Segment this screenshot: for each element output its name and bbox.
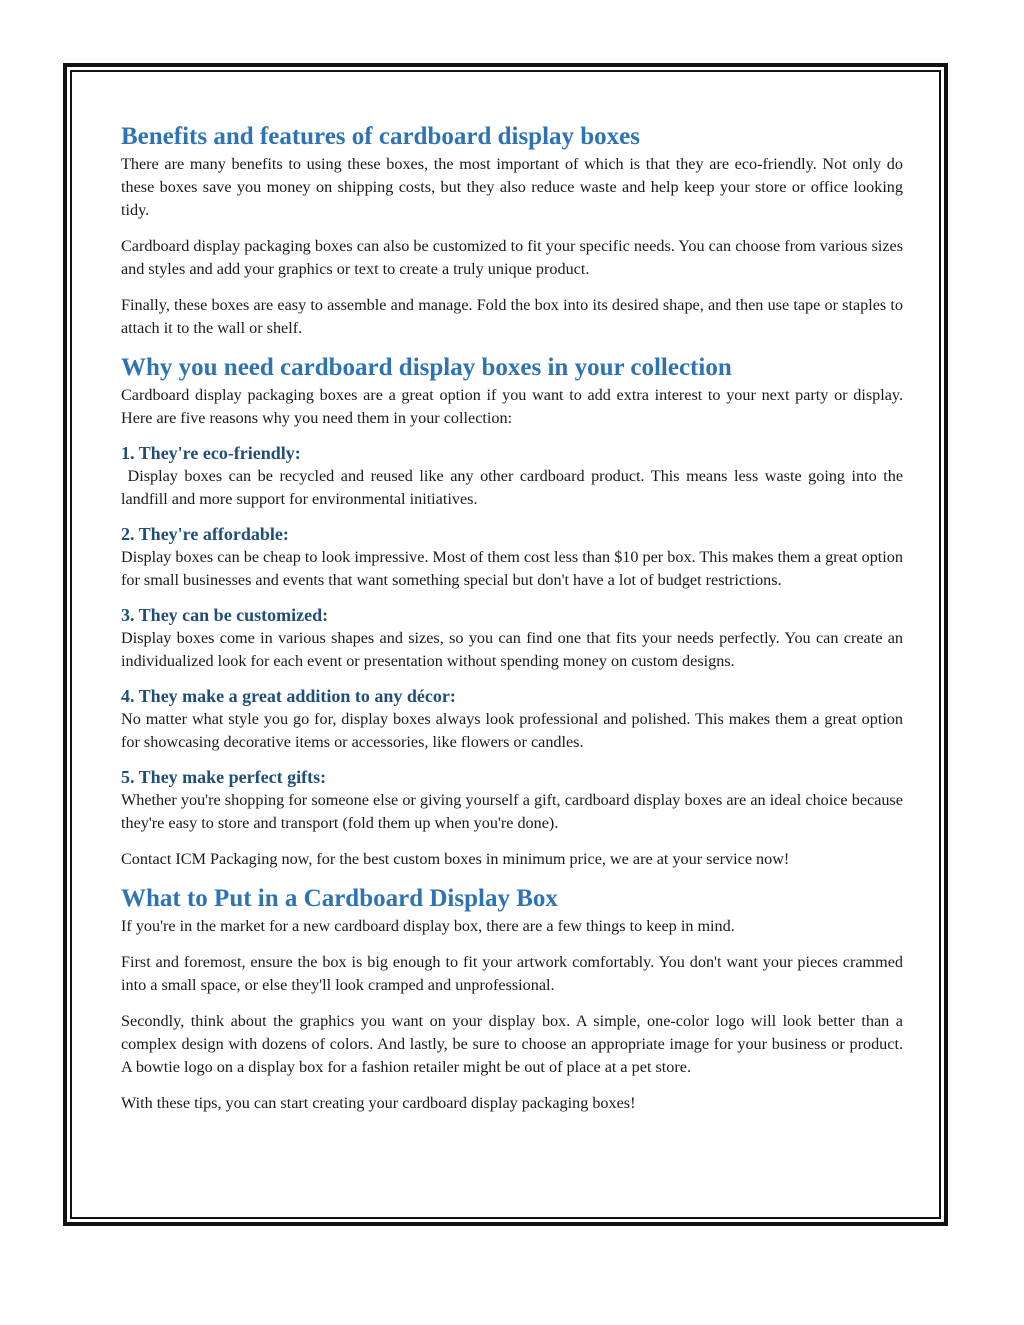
reason-text: Display boxes can be cheap to look impressive. Most of them cost less than $10 per box. This makes them a great option for small businesses and events that want something special but don't have a lot of budget restrictions. [121,548,903,589]
paragraph: Finally, these boxes are easy to assemble and manage. Fold the box into its desired shape, and then use tape or staples to attach it to the wall or shelf. [121,296,903,337]
paragraph: Secondly, think about the graphics you want on your display box. A simple, one-color logo will look better than a complex design with dozens of colors. And lastly, be sure to choose an appropriate image for your business or product. A bowtie logo on a display box for a fashion retailer might be out of place at a pet store. [121,1012,903,1076]
reason-heading: 4. They make a great addition to any décor: [121,686,456,706]
reason-text: No matter what style you go for, display boxes always look professional and polished. This makes them a great option for showcasing decorative items or accessories, like flowers or candles. [121,710,903,751]
reason-heading: 3. They can be customized: [121,605,329,625]
reason-text: Display boxes come in various shapes and sizes, so you can find one that fits your needs perfectly. You can create an individualized look for each event or presentation without spending money on custom designs. [121,629,903,670]
reason-heading: 2. They're affordable: [121,524,289,544]
document-body [121,121,908,1115]
section-heading-benefits: Benefits and features of cardboard display boxes [121,123,641,150]
paragraph: Cardboard display packaging boxes can also be customized to fit your specific needs. You can choose from various sizes and styles and add your graphics or text to create a truly unique product. [121,237,903,278]
paragraph: There are many benefits to using these boxes, the most important of which is that they are eco-friendly. Not only do these boxes save you money on shipping costs, but they also reduce waste and help keep your store or office looking tidy. [121,155,903,219]
contact-paragraph: Contact ICM Packaging now, for the best custom boxes in minimum price, we are at your service now! [121,850,790,868]
reason-heading: 1. They're eco-friendly: [121,443,301,463]
paragraph: Cardboard display packaging boxes are a great option if you want to add extra interest to your next party or display. Here are five reasons why you need them in your collection: [121,386,903,427]
section-heading-what-to-put: What to Put in a Cardboard Display Box [121,885,558,912]
paragraph: If you're in the market for a new cardboard display box, there are a few things to keep in mind. [121,917,735,935]
paragraph: With these tips, you can start creating your cardboard display packaging boxes! [121,1094,636,1112]
paragraph: First and foremost, ensure the box is big enough to fit your artwork comfortably. You don't want your pieces crammed into a small space, or else they'll look cramped and unprofessional. [121,953,903,994]
reason-heading: 5. They make perfect gifts: [121,767,327,787]
section-heading-why: Why you need cardboard display boxes in your collection [121,354,732,381]
reason-text: Display boxes can be recycled and reused like any other cardboard product. This means less waste going into the landfill and more support for environmental initiatives. [121,467,908,508]
reason-text: Whether you're shopping for someone else or giving yourself a gift, cardboard display boxes are an ideal choice because they're easy to store and transport (fold them up when you're done). [121,791,903,832]
